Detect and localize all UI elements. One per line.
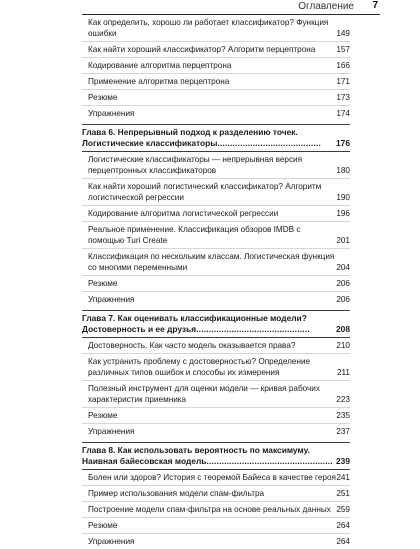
chapter-title-line2: Логистические классификаторы......................................... — [82, 138, 321, 148]
header-page-number: 7 — [372, 0, 378, 11]
toc-entry — [82, 380, 350, 407]
toc-entry — [82, 291, 350, 307]
header-title: Оглавление — [298, 1, 354, 12]
toc-entry-page: 251 — [336, 489, 350, 498]
toc-entry-page: 149 — [336, 29, 350, 38]
toc-entry-title: Построение модели спам-фильтра на основе реальных данных — [88, 505, 331, 514]
toc-entry — [82, 15, 350, 41]
toc-entry — [82, 57, 350, 73]
toc-entry-page: 241 — [336, 473, 350, 482]
toc-entry-title: Упражнения — [88, 109, 135, 118]
toc-entry-title: Резюме — [88, 93, 118, 102]
toc-entry — [82, 470, 350, 485]
toc-entry-page: 190 — [336, 193, 350, 202]
toc-entry-page: 174 — [336, 109, 350, 118]
toc-entry — [82, 152, 350, 178]
toc-entry — [82, 89, 350, 105]
toc-entry — [82, 407, 350, 423]
toc-entry — [82, 423, 350, 439]
toc-entry — [82, 178, 350, 205]
toc-entry-title: Резюме — [88, 411, 118, 420]
toc-entry — [82, 353, 350, 380]
chapter-page: 239 — [336, 456, 350, 466]
toc-entry-page: 180 — [336, 166, 350, 175]
toc-entry-title: Упражнения — [88, 427, 135, 436]
toc-entry-page: 264 — [336, 537, 350, 546]
chapter-page: 208 — [336, 324, 350, 334]
toc-entry-page: 223 — [336, 395, 350, 404]
toc-entry-page: 173 — [336, 93, 350, 102]
toc-entry-title: Пример использования модели спам-фильтра — [88, 489, 265, 498]
toc-entry-title: Как определить, хорошо ли работает классификатор? Функция ошибки — [88, 18, 329, 38]
toc-entry-title: Как найти хороший логистический классификатор? Алгоритм логистической регрессии — [88, 182, 322, 202]
toc-entry-page: 206 — [336, 279, 350, 288]
toc-entry-title: Упражнения — [88, 295, 135, 304]
toc-entry-title: Кодирование алгоритма логистической регрессии — [88, 209, 279, 218]
toc-entry-page: 157 — [336, 45, 350, 54]
toc-entry — [82, 105, 350, 121]
toc-entry-page: 211 — [336, 368, 350, 377]
toc-entry — [82, 501, 350, 517]
toc-entry-page: 259 — [336, 505, 350, 514]
toc-entry-title: Применение алгоритма перцептрона — [88, 77, 230, 86]
toc-entry-page: 204 — [336, 263, 350, 272]
toc-entry — [82, 485, 350, 501]
chapter-heading — [82, 310, 350, 338]
toc-entry-title: Логистические классификаторы — непрерывная версия перцептронных классификаторов — [88, 155, 303, 175]
toc-entry-title: Резюме — [88, 521, 118, 530]
toc-entry-page: 210 — [336, 341, 350, 350]
toc-entry — [82, 517, 350, 533]
toc-entry-title: Резюме — [88, 279, 118, 288]
toc-entry-title: Классификация по нескольким классам. Логистическая функция со многими переменными — [88, 252, 335, 272]
toc-entry-page: 206 — [336, 295, 350, 304]
toc-entry — [82, 248, 350, 275]
toc-entry-title: Кодирование алгоритма перцептрона — [88, 61, 232, 70]
toc-entry-title: Полезный инструмент для оценки модели — кривая рабочих характеристик приемника — [88, 384, 320, 404]
chapter-title-line1: Глава 7. Как оценивать классификационные модели? — [82, 313, 307, 323]
toc-entry-title: Как устранить проблему с достоверностью? Определение различных типов ошибок и способы их измерения — [88, 357, 311, 377]
chapter-title-line2: Достоверность и ее друзья............................................. — [82, 324, 310, 334]
toc-entry-page: 201 — [336, 236, 350, 245]
toc-entry — [82, 221, 350, 248]
chapter-page: 176 — [336, 138, 350, 148]
toc-entry — [82, 73, 350, 89]
chapter-title-line2: Наивная байесовская модель.................................................. — [82, 456, 333, 466]
toc-entry-title: Достоверность. Как часто модель оказывается права? — [88, 341, 296, 350]
toc-entry-page: 171 — [336, 77, 350, 86]
toc-entry-page: 235 — [336, 411, 350, 420]
toc-entry-page: 237 — [336, 427, 350, 436]
running-header — [82, 0, 380, 15]
toc-entry-page: 196 — [336, 209, 350, 218]
toc-entry-title: Болен или здоров? История с теоремой Байеса в качестве героя — [88, 473, 336, 482]
chapter-heading — [82, 442, 350, 470]
toc-entry — [82, 275, 350, 291]
table-of-contents — [82, 15, 350, 549]
toc-entry — [82, 338, 350, 353]
toc-entry-title: Как найти хороший классификатор? Алгоритм перцептрона — [88, 45, 316, 54]
chapter-heading — [82, 124, 350, 152]
toc-entry-page: 166 — [336, 61, 350, 70]
chapter-title-line1: Глава 8. Как использовать вероятность по максимуму. — [82, 445, 310, 455]
toc-entry — [82, 533, 350, 549]
chapter-title-line1: Глава 6. Непрерывный подход к разделению точек. — [82, 127, 298, 137]
toc-entry-title: Реальное применение. Классификация обзоров IMDB с помощью Turi Create — [88, 225, 301, 245]
toc-entry-title: Упражнения — [88, 537, 135, 546]
toc-entry — [82, 41, 350, 57]
toc-entry-page: 264 — [336, 521, 350, 530]
toc-entry — [82, 205, 350, 221]
